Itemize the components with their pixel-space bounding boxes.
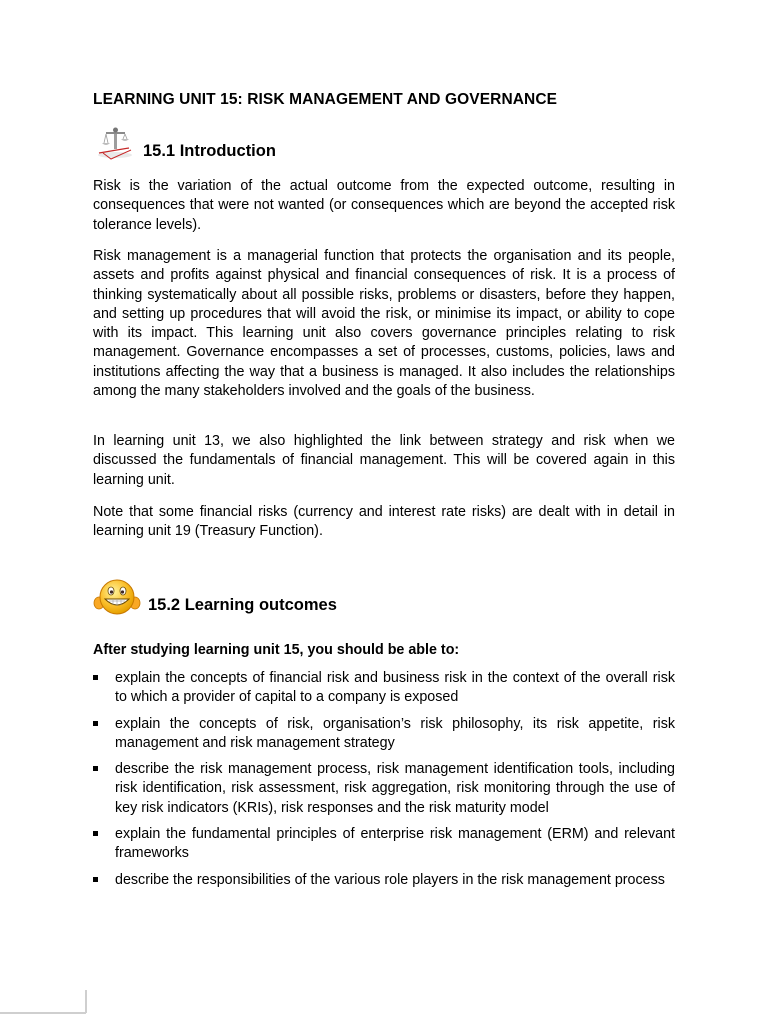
page-corner-mark bbox=[0, 990, 87, 1014]
list-item-text: describe the responsibilities of the various role players in the risk management process bbox=[115, 871, 665, 888]
bullet-icon bbox=[93, 675, 98, 680]
outcomes-header bbox=[93, 578, 675, 618]
list-item bbox=[93, 760, 675, 818]
intro-paragraph: Risk management is a managerial function that protects the organisation and its people, assets and profits against physical and financial consequences of risk. It is a process of thinking systematically about all possible risks, problems or disasters, before they happen, and setting up procedures that will avoid the risk, or minimise its impact, or ability to cope with its impact. This learning unit also covers governance principles relating to risk management. Governance encompasses a set of processes, customs, policies, laws and institutions affecting the way that a business is managed. It also includes the relationships among the many stakeholders involved and the goals of the business. bbox=[93, 248, 675, 400]
intro-paragraph: Note that some financial risks (currency and interest rate risks) are dealt with in detail in learning unit 19 (Treasury Function). bbox=[93, 504, 675, 540]
outcomes-lead: After studying learning unit 15, you should be able to: bbox=[93, 642, 460, 658]
intro-paragraph: In learning unit 13, we also highlighted the link between strategy and risk when we discussed the fundamentals of financial management. This will be covered again in this learning unit. bbox=[93, 433, 675, 488]
introduction-heading: 15.1 Introduction bbox=[143, 142, 276, 160]
list-item-text: explain the concepts of risk, organisation’s risk philosophy, its risk appetite, risk management and risk management strategy bbox=[115, 715, 675, 751]
bullet-icon bbox=[93, 721, 98, 726]
bullet-icon bbox=[93, 766, 98, 771]
unit-title: LEARNING UNIT 15: RISK MANAGEMENT AND GOVERNANCE bbox=[93, 91, 558, 108]
scales-icon bbox=[93, 125, 137, 166]
list-item-text: explain the concepts of financial risk and business risk in the context of the overall risk to which a provider of capital to a company is exposed bbox=[115, 670, 675, 706]
smiley-icon bbox=[93, 578, 141, 621]
outcomes-heading: 15.2 Learning outcomes bbox=[148, 596, 337, 614]
outcomes-list bbox=[93, 669, 675, 897]
bullet-icon bbox=[93, 831, 98, 836]
list-item bbox=[93, 669, 675, 708]
introduction-header bbox=[93, 125, 675, 165]
list-item bbox=[93, 825, 675, 864]
intro-paragraph: Risk is the variation of the actual outcome from the expected outcome, resulting in consequences that were not wanted (or consequences which are beyond the accepted risk tolerance levels). bbox=[93, 178, 675, 233]
list-item-text: explain the fundamental principles of enterprise risk management (ERM) and relevant frameworks bbox=[115, 826, 675, 862]
bullet-icon bbox=[93, 877, 98, 882]
list-item bbox=[93, 715, 675, 754]
list-item bbox=[93, 871, 675, 890]
list-item-text: describe the risk management process, risk management identification tools, including risk identification, risk assessment, risk aggregation, risk monitoring through the use of key risk indicators (KRIs), risk responses and the risk maturity model bbox=[115, 761, 675, 816]
